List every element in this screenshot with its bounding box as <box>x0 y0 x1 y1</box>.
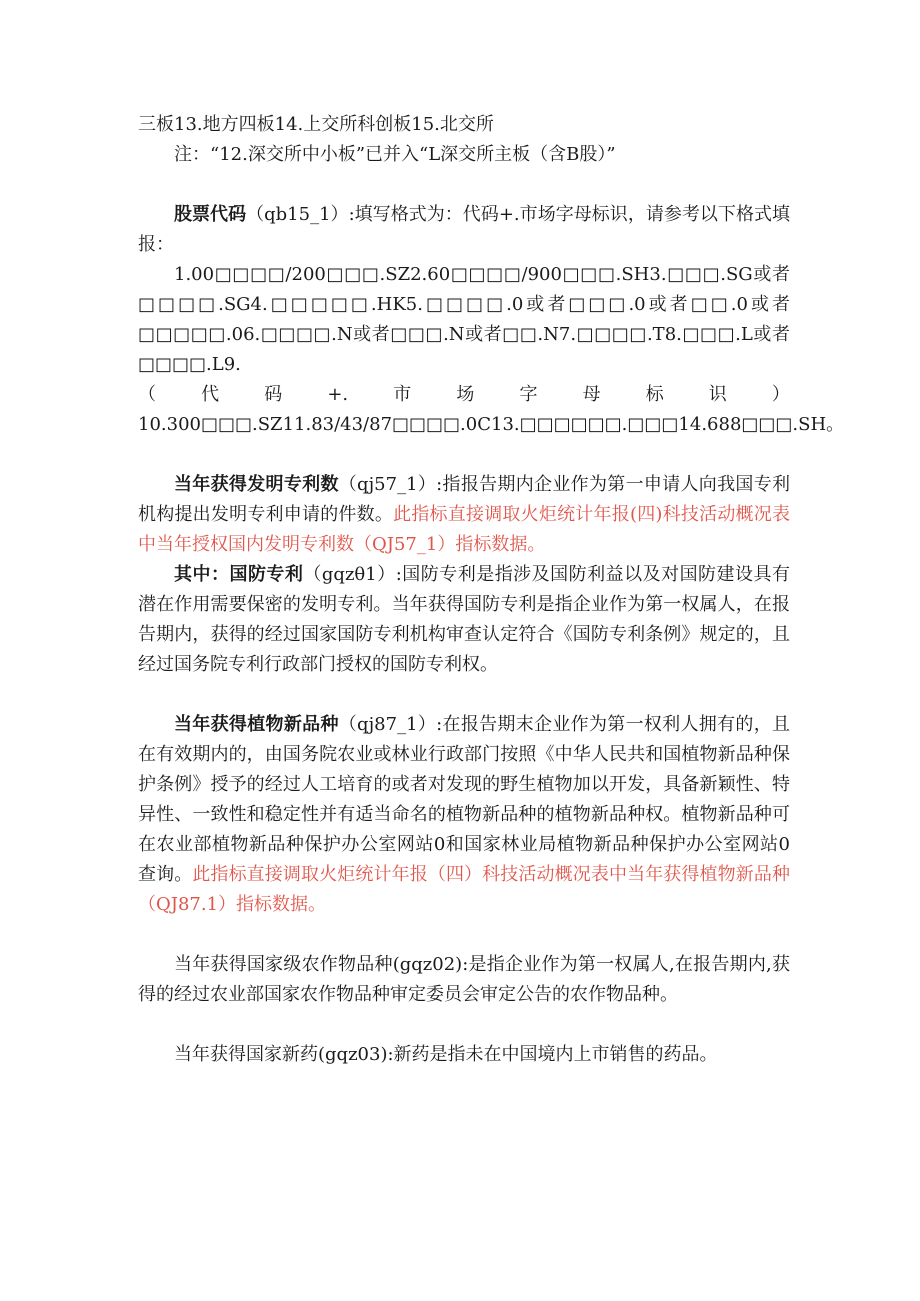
stock-code-examples-b: 10.300□□□.SZ11.83/43/87□□□□.0C13.□□□□□□.□□□14.688□□□.SH。 <box>138 414 845 435</box>
defense-patent-paragraph <box>138 560 790 680</box>
invention-term: 当年获得发明专利数 <box>174 474 339 495</box>
plant-red-note: 此指标直接调取火炬统计年报（四）科技活动概况表中当年获得植物新品种（QJ87.1）指标数据。 <box>138 864 790 915</box>
stock-code-desc: :填写格式为：代码+.市场字母标识，请参考以下格式填报： <box>138 204 791 255</box>
spread-char: 标 <box>645 384 664 405</box>
stock-code-term: 股票代码 <box>174 204 247 225</box>
spacer <box>138 1010 790 1040</box>
invention-red-note: 此指标直接调取火炬统计年报(四)科技活动概况表中当年授权国内发明专利数（QJ57_1）指标数据。 <box>138 504 790 555</box>
stock-code-code: （qb15_1） <box>246 204 349 225</box>
defense-desc: :国防专利是指涉及国防利益以及对国防建设具有潜在作用需要保密的发明专利。当年获得国防专利是指企业作为第一权属人，在报告期内，获得的经过国家国防专利机构审查认定符合《国防专利条例》规定的，且经过国务院专利行政部门授权的国防专利权。 <box>138 564 791 675</box>
spread-char: 代 <box>201 384 220 405</box>
spread-char: （ <box>138 384 156 405</box>
plant-term: 当年获得植物新品种 <box>174 714 339 735</box>
spacer <box>138 170 790 200</box>
new-drug-paragraph: 当年获得国家新药(gqz03):新药是指未在中国境内上市销售的药品。 <box>174 1044 718 1065</box>
spread-char: ） <box>771 384 790 405</box>
spread-char: +. <box>327 384 349 405</box>
exchange-list-line: 三板13.地方四板14.上交所科创板15.北交所 <box>138 114 494 135</box>
spread-char: 识 <box>708 384 727 405</box>
stock-code-spread-line <box>138 380 790 410</box>
document-page <box>138 110 845 1070</box>
stock-code-examples-a: 1.00□□□□/200□□□.SZ2.60□□□□/900□□□.SH3.□□□.SG或者□□□□.SG4.□□□□□.HK5.□□□□.0或者□□□.0或者□□.0或者□□□□□.06.□□□□.N或者□□□.N或者□□.N7.□□□□.T8.□□□.L或者□□□□.L9. <box>138 264 790 375</box>
spread-char: 字 <box>519 384 538 405</box>
plant-variety-paragraph <box>138 710 790 920</box>
crop-variety-paragraph: 当年获得国家级农作物品种(gqz02):是指企业作为第一权属人,在报告期内,获得的经过农业部国家农作物品种审定委员会审定公告的农作物品种。 <box>138 954 790 1005</box>
defense-term: 其中：国防专利 <box>174 564 304 585</box>
merge-note: 注：“12.深交所中小板”已并入“L深交所主板（含B股）” <box>174 144 616 165</box>
spacer <box>138 440 790 470</box>
defense-code: （gqzθ1） <box>303 564 396 585</box>
spread-char: 市 <box>393 384 412 405</box>
invention-code: （qj57_1） <box>338 474 437 495</box>
spread-char: 母 <box>582 384 601 405</box>
spacer <box>138 920 790 950</box>
invention-patent-paragraph <box>138 470 790 560</box>
plant-code: （qj87_1） <box>338 714 437 735</box>
invention-desc: :指报告期内企业作为第一申请人向我国专利机构提出发明专利申请的件数。 <box>138 474 791 525</box>
stock-code-paragraph <box>138 200 790 260</box>
spacer <box>138 680 790 710</box>
spread-char: 场 <box>456 384 475 405</box>
plant-desc: :在报告期末企业作为第一权利人拥有的，且在有效期内的，由国务院农业或林业行政部门按照《中华人民共和国植物新品种保护条例》授予的经过人工培育的或者对发现的野生植物加以开发，具备新颖性、特异性、一致性和稳定性并有适当命名的植物新品种的植物新品种权。植物新品种可在农业部植物新品种保护办公室网站0和国家林业局植物新品种保护办公室网站0查询。 <box>138 714 791 885</box>
spread-char: 码 <box>264 384 283 405</box>
